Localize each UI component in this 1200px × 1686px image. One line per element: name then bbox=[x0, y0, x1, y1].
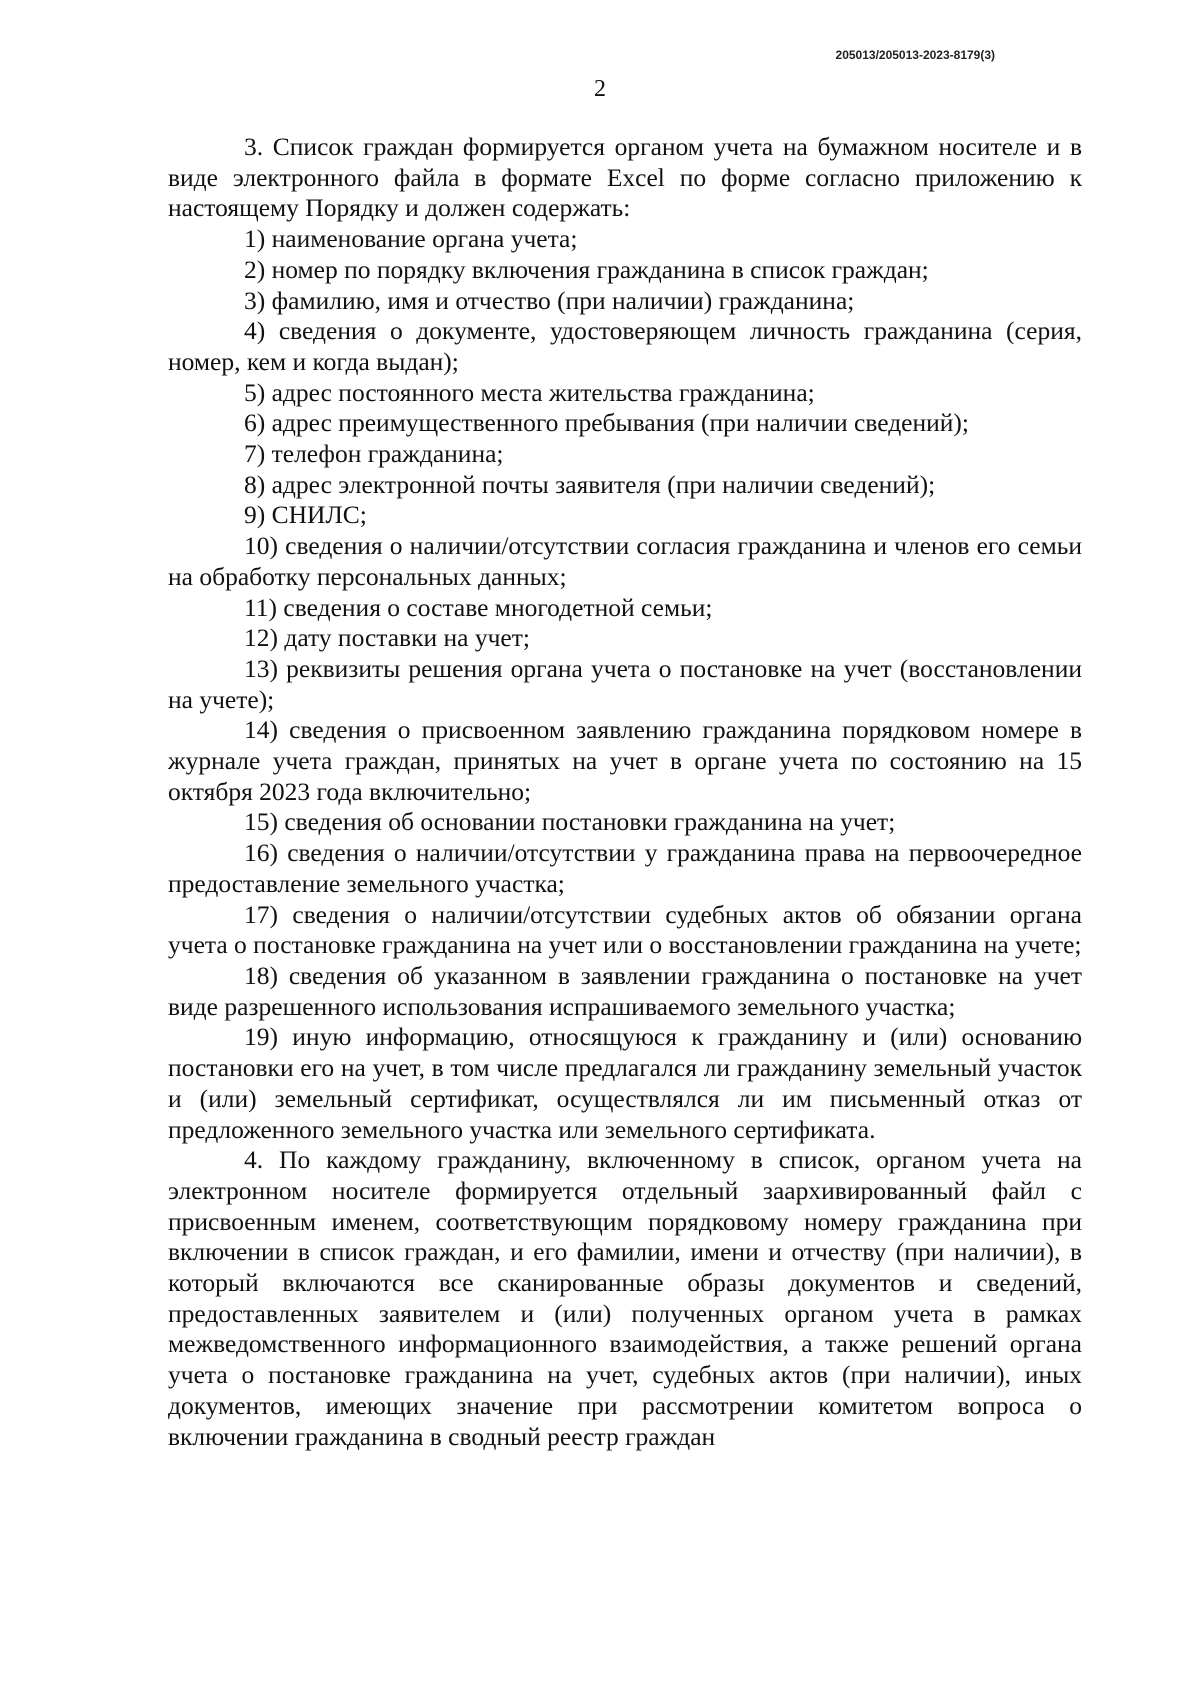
list-item-2: 2) номер по порядку включения гражданина в список граждан; bbox=[244, 254, 929, 284]
document-body bbox=[168, 132, 1082, 1452]
list-item-19: 19) иную информацию, относящуюся к гражданину и (или) основанию постановки его на учет, в том числе предлагался ли гражданину земельный участок и (или) земельный сертификат, осуществлялся ли им письменный отказ от предложенного земельного участка или земельного сертификата. bbox=[168, 1022, 1082, 1144]
list-item-8: 8) адрес электронной почты заявителя (при наличии сведений); bbox=[244, 469, 936, 499]
list-item-13: 13) реквизиты решения органа учета о постановке на учет (восстановлении на учете); bbox=[168, 653, 1082, 714]
list-item-5: 5) адрес постоянного места жительства гражданина; bbox=[244, 377, 815, 407]
list-item-4: 4) сведения о документе, удостоверяющем личность гражданина (серия, номер, кем и когда выдан); bbox=[168, 316, 1082, 376]
list-item-12: 12) дату поставки на учет; bbox=[244, 623, 530, 653]
list-item-6: 6) адрес преимущественного пребывания (при наличии сведений); bbox=[244, 408, 970, 438]
paragraph-3: 3. Список граждан формируется органом учета на бумажном носителе и в виде электронного файла в формате Excel по форме согласно приложению к настоящему Порядку и должен содержать: bbox=[168, 132, 1082, 223]
list-item-18: 18) сведения об указанном в заявлении гражданина о постановке на учет виде разрешенного использования испрашиваемого земельного участка; bbox=[168, 960, 1082, 1021]
list-item-10: 10) сведения о наличии/отсутствии согласия гражданина и членов его семьи на обработку персональных данных; bbox=[168, 531, 1082, 591]
list-item-16: 16) сведения о наличии/отсутствии у гражданина права на первоочередное предоставление земельного участка; bbox=[168, 838, 1082, 898]
list-item-7: 7) телефон гражданина; bbox=[244, 439, 504, 469]
list-item-1: 1) наименование органа учета; bbox=[244, 224, 578, 254]
paragraph-4: 4. По каждому гражданину, включенному в список, органом учета на электронном носителе формируется отдельный заархивированный файл с присвоенным именем, соответствующим порядковому номеру гражданина при включении в список граждан, и его фамилии, имени и отчеству (при наличии), в который включаются все сканированные образы документов и сведений, предоставленных заявителем и (или) полученных органом учета в рамках межведомственного информационного взаимодействия, а также решений органа учета о постановке гражданина на учет, судебных актов (при наличии), иных документов, имеющих значение при рассмотрении комитетом вопроса о включении гражданина в сводный реестр граждан bbox=[168, 1145, 1082, 1451]
list-item-17: 17) сведения о наличии/отсутствии судебных актов об обязании органа учета о постановке гражданина на учет или о восстановлении гражданина на учете; bbox=[168, 899, 1082, 960]
document-id: 205013/205013-2023-8179(3) bbox=[835, 48, 995, 62]
list-item-11: 11) сведения о составе многодетной семьи; bbox=[244, 592, 713, 622]
list-item-15: 15) сведения об основании постановки гражданина на учет; bbox=[244, 807, 896, 837]
list-item-3: 3) фамилию, имя и отчество (при наличии) гражданина; bbox=[244, 285, 855, 315]
page-number: 2 bbox=[594, 76, 606, 102]
list-item-14: 14) сведения о присвоенном заявлению гражданина порядковом номере в журнале учета граждан, принятых на учет в органе учета по состоянию на 15 октября 2023 года включительно; bbox=[168, 715, 1082, 806]
list-item-9: 9) СНИЛС; bbox=[244, 500, 367, 530]
